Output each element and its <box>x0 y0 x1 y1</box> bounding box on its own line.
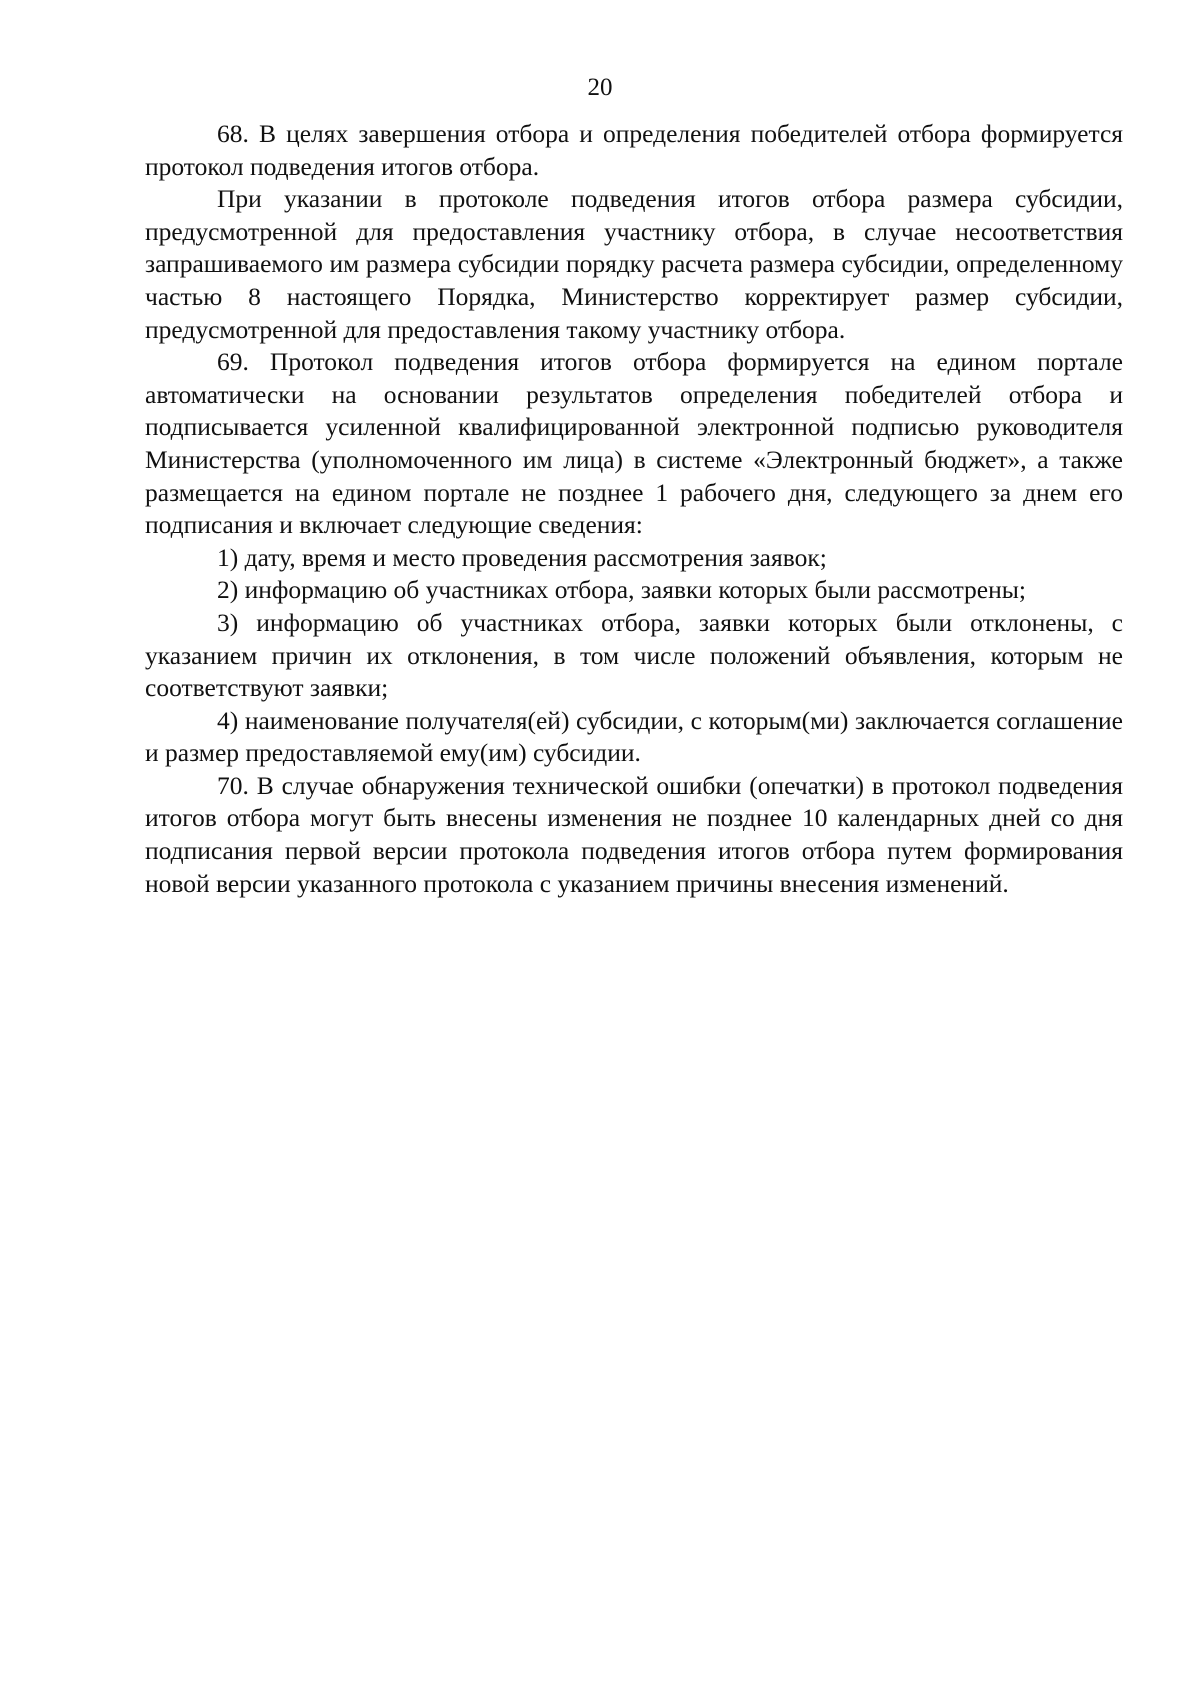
paragraph-70: 70. В случае обнаружения технической ошибки (опечатки) в протокол подведения итогов отбора могут быть внесены изменения не позднее 10 календарных дней со дня подписания первой версии протокола подведения итогов отбора путем формирования новой версии указанного протокола с указанием причины внесения изменений. <box>145 770 1123 898</box>
list-item-1: 1) дату, время и место проведения рассмотрения заявок; <box>217 542 827 572</box>
list-item-2: 2) информацию об участниках отбора, заявки которых были рассмотрены; <box>217 575 1026 605</box>
paragraph-68: 68. В целях завершения отбора и определения победителей отбора формируется протокол подведения итогов отбора. <box>145 119 1123 181</box>
page-number: 20 <box>587 74 613 101</box>
paragraph-68-subsidy-correction: При указании в протоколе подведения итогов отбора размера субсидии, предусмотренной для предоставления участнику отбора, в случае несоответствия запрашиваемого им размера субсидии порядку расчета размера субсидии, определенному частью 8 настоящего Порядка, Министерство корректирует размер субсидии, предусмотренной для предоставления такому участнику отбора. <box>145 184 1123 344</box>
document-body <box>145 118 1123 900</box>
list-item-3: 3) информацию об участниках отбора, заявки которых были отклонены, с указанием причин их отклонения, в том числе положений объявления, которым не соответствуют заявки; <box>145 607 1123 703</box>
paragraph-69: 69. Протокол подведения итогов отбора формируется на едином портале автоматически на основании результатов определения победителей отбора и подписывается усиленной квалифицированной электронной подписью руководителя Министерства (уполномоченного им лица) в системе «Электронный бюджет», а также размещается на едином портале не позднее 1 рабочего дня, следующего за днем его подписания и включает следующие сведения: <box>145 347 1123 540</box>
list-item-4: 4) наименование получателя(ей) субсидии, с которым(ми) заключается соглашение и размер предоставляемой ему(им) субсидии. <box>145 705 1123 768</box>
